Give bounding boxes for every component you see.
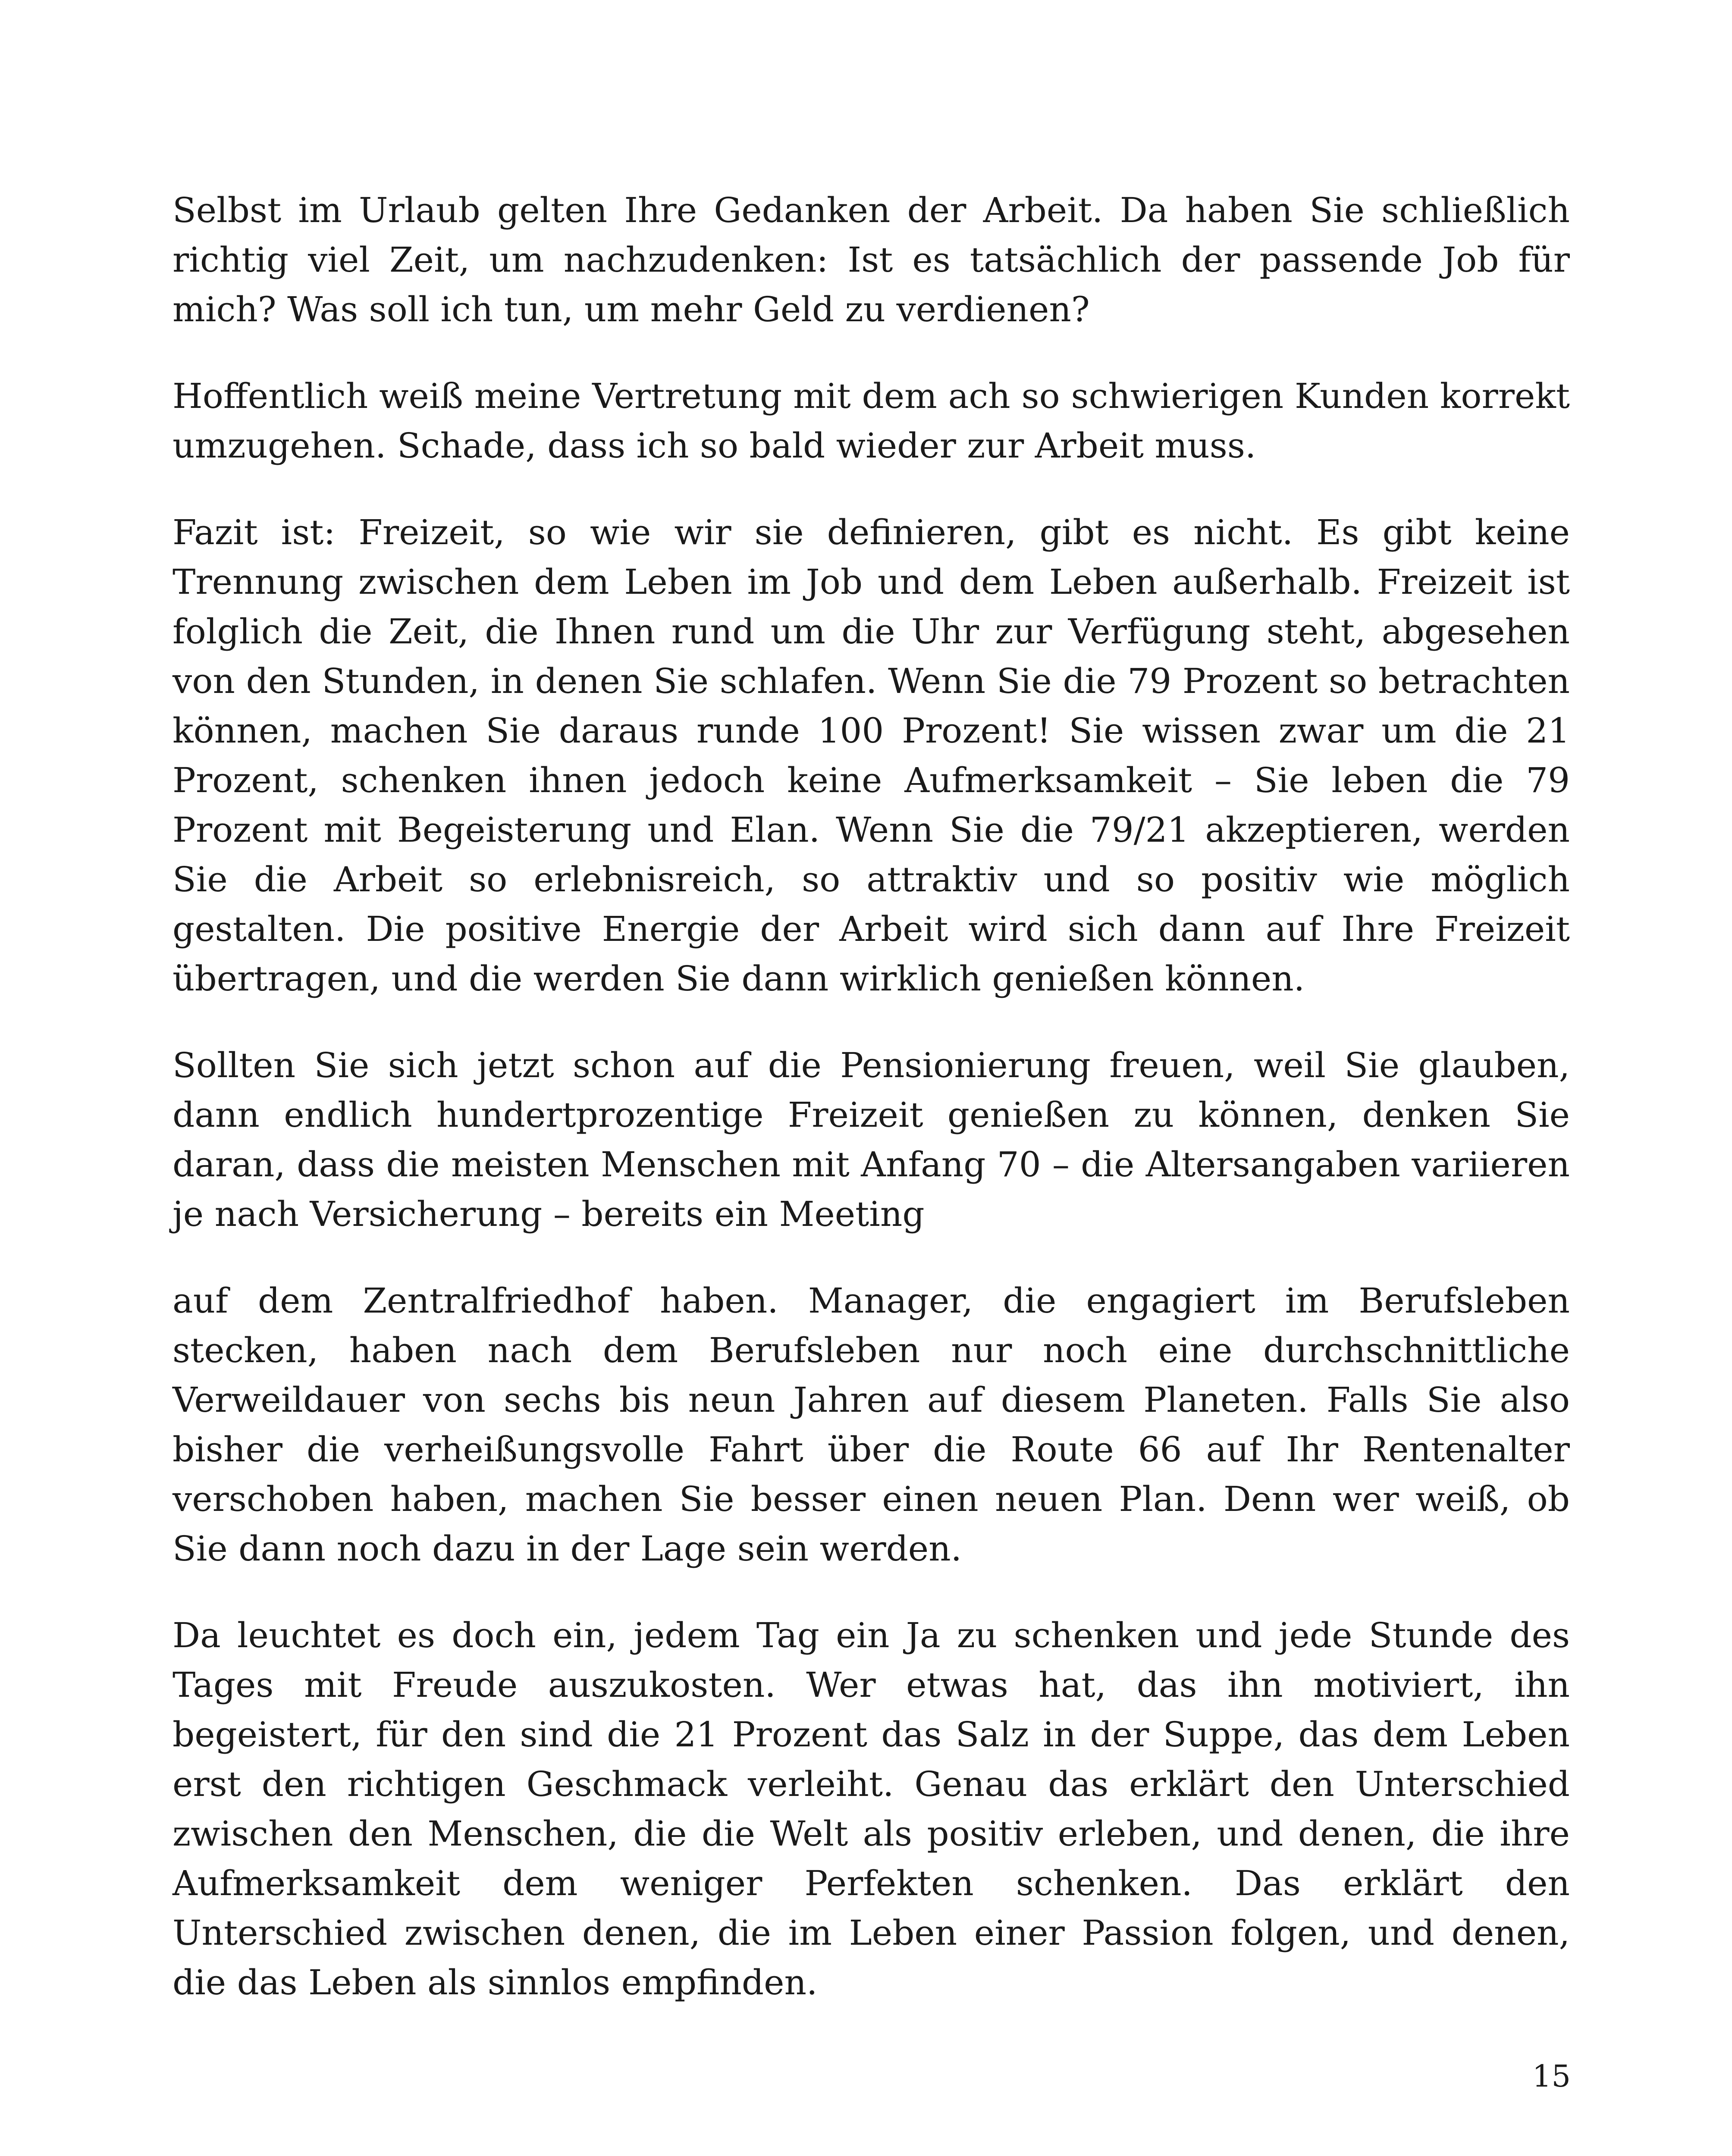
paragraph-1: Selbst im Urlaub gelten Ihre Gedanken der Arbeit. Da haben Sie schließlich richtig viel Zeit, um nachzudenken: Ist es tatsächlich der passende Job für mich? Was soll ich tun, um mehr Geld zu verdienen? [173,190,1570,329]
page-number: 15 [1532,2059,1571,2094]
paragraph-3: Fazit ist: Freizeit, so wie wir sie definieren, gibt es nicht. Es gibt keine Trennung zwischen dem Leben im Job und dem Leben außerhalb. Freizeit ist folglich die Zeit, die Ihnen rund um die Uhr zur Verfügung steht, abgesehen von den Stunden, in denen Sie schlafen. Wenn Sie die 79 Prozent so betrachten können, machen Sie daraus runde 100 Prozent! Sie wissen zwar um die 21 Prozent, schenken ihnen jedoch keine Aufmerksamkeit – Sie leben die 79 Prozent mit Begeisterung und Elan. Wenn Sie die 79/21 akzeptieren, werden Sie die Arbeit so erlebnisreich, so attraktiv und so positiv wie möglich gestalten. Die positive Energie der Arbeit wird sich dann auf Ihre Freizeit übertragen, und die werden Sie dann wirklich genießen können. [173,512,1570,999]
body-text [173,185,1570,2007]
paragraph-4: Sollten Sie sich jetzt schon auf die Pensionierung freuen, weil Sie glauben, dann endlich hundertprozentige Freizeit genießen zu können, denken Sie daran, dass die meisten Menschen mit Anfang 70 – die Altersangaben variieren je nach Versicherung – bereits ein Meeting [173,1045,1570,1234]
paragraph-6: Da leuchtet es doch ein, jedem Tag ein Ja zu schenken und jede Stunde des Tages mit Freude auszukosten. Wer etwas hat, das ihn motiviert, ihn begeistert, für den sind die 21 Prozent das Salz in der Suppe, das dem Leben erst den richtigen Geschmack verleiht. Genau das erklärt den Unterschied zwischen den Menschen, die die Welt als positiv erleben, und denen, die ihre Aufmerksamkeit dem weniger Perfekten schenken. Das erklärt den Unterschied zwischen denen, die im Leben einer Passion folgen, und denen, die das Leben als sinnlos empfinden. [173,1615,1570,2002]
paragraph-2: Hoffentlich weiß meine Vertretung mit dem ach so schwierigen Kunden korrekt umzugehen. Schade, dass ich so bald wieder zur Arbeit muss. [173,376,1570,466]
paragraph-5: auf dem Zentralfriedhof haben. Manager, die engagiert im Berufsleben stecken, haben nach dem Berufsleben nur noch eine durchschnittliche Verweildauer von sechs bis neun Jahren auf diesem Planeten. Falls Sie also bisher die verheißungsvolle Fahrt über die Route 66 auf Ihr Rentenalter verschoben haben, machen Sie besser einen neuen Plan. Denn wer weiß, ob Sie dann noch dazu in der Lage sein werden. [173,1281,1570,1569]
